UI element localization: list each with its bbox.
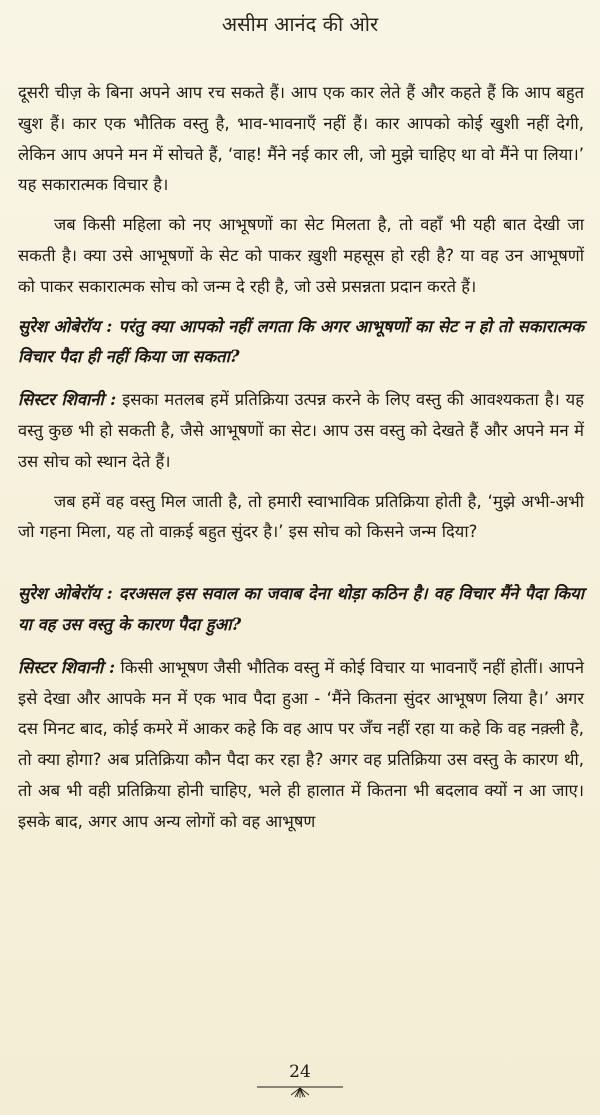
question-suresh-2: सुरेश ओबेरॉय : दरअसल इस सवाल का जवाब देना थोड़ा कठिन है। वह विचार मैंने पैदा किया या वह उस वस्तु के कारण पैदा हुआ? [18,584,584,634]
speaker-label: सिस्टर शिवानी : [18,390,117,410]
section-gap [18,557,584,571]
page-footer [0,1062,600,1100]
page-body [18,78,584,847]
paragraph-3: जब हमें वह वस्तु मिल जाती है, तो हमारी स्वाभाविक प्रतिक्रिया होती है, ‘मुझे अभी-अभी जो गहना मिला, यह तो वाक़ई बहुत सुंदर है।’ इस सोच को किसने जन्म दिया? [18,491,584,542]
answer-text: इसका मतलब हमें प्रतिक्रिया उत्पन्न करने के लिए वस्तु की आवश्यकता है। यह वस्तु कुछ भी हो सकती है, जैसे आभूषणों का सेट। आप उस वस्तु को देखते हैं और अपने मन में उस सोच को स्थान देते हैं। [18,390,584,471]
answer-shivani-2 [18,653,584,838]
speaker-label: सिस्टर शिवानी : [18,657,116,677]
paragraph-2: जब किसी महिला को नए आभूषणों का सेट मिलता है, तो वहाँ भी यही बात देखी जा सकती है। क्या उसे आभूषणों के सेट को पाकर ख़ुशी महसूस हो रही है? या वह उन आभूषणों को पाकर सकारात्मक सोच को जन्म दे रही है, जो उसे प्रसन्नता प्रदान करते हैं। [18,215,584,296]
ornament-icon [255,1084,345,1100]
running-head: असीम आनंद की ओर [221,12,379,36]
page-number: 24 [289,1062,311,1082]
paragraph-1: दूसरी चीज़ के बिना अपने आप रच सकते हैं। आप एक कार लेते हैं और कहते हैं कि आप बहुत खुश हैं। कार एक भौतिक वस्तु है, भाव-भावनाएँ नहीं हैं। कार आपको कोई खुशी नहीं देगी, लेकिन आप अपने मन में सोचते हैं, ‘वाह! मैंने नई कार ली, जो मुझे चाहिए था वो मैंने पा लिया।’ यह सकारात्मक विचार है। [18,83,584,195]
answer-shivani-1 [18,385,584,477]
answer-text: किसी आभूषण जैसी भौतिक वस्तु में कोई विचार या भावनाएँ नहीं होतीं। आपने इसे देखा और आपके मन में एक भाव पैदा हुआ - ‘मैंने कितना सुंदर आभूषण लिया है।’ अगर दस मिनट बाद, कोई कमरे में आकर कहे कि वह आप पर जँच नहीं रहा या कहे कि वह नक़्ली है, तो क्या होगा? अब प्रतिक्रिया कौन पैदा कर रहा है? अगर वह प्रतिक्रिया उस वस्तु के कारण थी, तो अब भी वही प्रतिक्रिया होनी चाहिए, भले ही हालात में कितना भी बदलाव क्यों न आ जाए। इसके बाद, अगर आप अन्य लोगों को वह आभूषण [18,657,584,831]
question-suresh-1: सुरेश ओबेरॉय : परंतु क्या आपको नहीं लगता कि अगर आभूषणों का सेट न हो तो सकारात्मक विचार पैदा ही नहीं किया जा सकता? [18,316,584,367]
